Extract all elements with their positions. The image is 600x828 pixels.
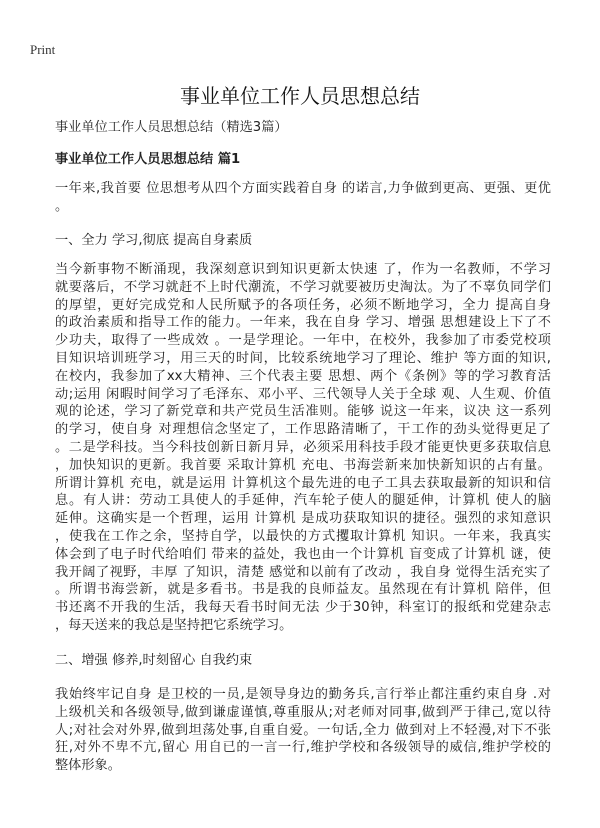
text-line: 的政治素质和指导工作的能力。一年来，我在自身 学习、增强 思想建设上下了不 xyxy=(55,315,551,331)
text-line: 当今新事物不断涌现，我深刻意识到知识更新太快速 了，作为一名教师，不学习 xyxy=(55,262,551,277)
text-line: 的厚望，更好完成党和人民所赋予的各项任务，必须不断地学习，全力 提高自身 xyxy=(55,297,551,313)
text-line: 体会到了电子时代给咱们 带来的益处，我也由一个计算机 盲变成了计算机 谜，使 xyxy=(55,546,551,562)
document-title: 事业单位工作人员思想总结 xyxy=(180,84,420,108)
article-heading: 事业单位工作人员思想总结 篇1 xyxy=(55,152,241,167)
text-line: 人;对社会对外界,做到坦荡处事,自重自爱。一句话,全力 做到对上不轻漫,对下不张 xyxy=(55,722,551,738)
text-line: 我始终牢记自身 是卫校的一员,是领导身边的勤务兵,言行举止都注重约束自身 .对 xyxy=(55,687,551,702)
section1-paragraph xyxy=(55,261,551,635)
intro-paragraph xyxy=(55,180,551,216)
section2-heading: 二、增强 修养,时刻留心 自我约束 xyxy=(55,653,253,668)
text-line: 少功夫，取得了一些成效 。一是学理论。一年中，在校外，我参加了市委党校项 xyxy=(55,333,551,349)
text-line: 所谓计算机 充电，就是运用 计算机这个最先进的电子工具去获取最新的知识和信 xyxy=(55,475,551,491)
section1-heading: 一、全力 学习,彻底 提高自身素质 xyxy=(55,233,253,248)
text-line: 息。有人讲：劳动工具使人的手延伸，汽车轮子使人的腿延伸，计算机 使人的脑 xyxy=(55,493,551,509)
text-line: 在校内，我参加了xx大精神、三个代表主要 思想、两个《条例》等的学习教育活 xyxy=(55,368,551,384)
text-line: ，加快知识的更新。我首要 采取计算机 充电、书海尝新来加快新知识的占有量。 xyxy=(55,457,551,473)
text-line: 。二是学科技。当今科技创新日新月异，必须采用科技手段才能更快更多获取信息 xyxy=(55,439,551,455)
section2-paragraph xyxy=(55,686,551,775)
text-line: 我开阔了视野，丰厚 了知识，清楚 感觉和以前有了改动 ，我自身 觉得生活充实了 xyxy=(55,564,551,580)
text-line: 书还离不开我的生活，我每天看书时间无法 少于30钟，科室订的报纸和党建杂志 xyxy=(55,600,551,616)
text-line: ，每天送来的我总是坚持把它系统学习。 xyxy=(55,617,293,633)
text-line: 一年来,我首要 位思想考从四个方面实践着自身 的诺言,力争做到更高、更强、更优 xyxy=(55,181,551,196)
text-line: 目知识培训班学习，用三天的时间，比较系统地学习了理论、维护 等方面的知识, xyxy=(55,350,551,366)
text-line: 的学习，使自身 对理想信念坚定了，工作思路清晰了，干工作的劲头觉得更足了 xyxy=(55,422,551,438)
text-line: 观的论述，学习了新党章和共产党员生活准则。能够 说这一年来，议决 这一系列 xyxy=(55,404,551,420)
text-line: 。 xyxy=(55,198,69,214)
text-line: 。所谓书海尝新，就是多看书。书是我的良师益友。虽然现在有计算机 陪伴，但 xyxy=(55,582,551,598)
text-line: 延伸。这确实是一个哲理，运用 计算机 是成功获取知识的捷径。强烈的求知意识 xyxy=(55,511,551,527)
text-line: ，使我在工作之余，坚持自学，以最快的方式攫取计算机 知识。一年来，我真实 xyxy=(55,528,551,544)
text-line: 就要落后，不学习就赶不上时代潮流，不学习就要被历史淘汰。为了不辜负同学们 xyxy=(55,279,551,295)
subtitle: 事业单位工作人员思想总结（精选3篇） xyxy=(55,120,288,135)
print-link[interactable]: Print xyxy=(30,42,56,57)
text-line: 动;运用 闲暇时间学习了毛泽东、邓小平、三代领导人关于全球 观、人生观、价值 xyxy=(55,386,551,402)
text-line: 狂,对外不卑不亢,留心 用自已的一言一行,维护学校和各级领导的威信,维护学校的 xyxy=(55,740,551,756)
text-line: 上级机关和各级领导,做到谦虚谨慎,尊重服从;对老师对同事,做到严于律己,宽以待 xyxy=(55,704,551,720)
text-line: 整体形象。 xyxy=(55,758,121,774)
